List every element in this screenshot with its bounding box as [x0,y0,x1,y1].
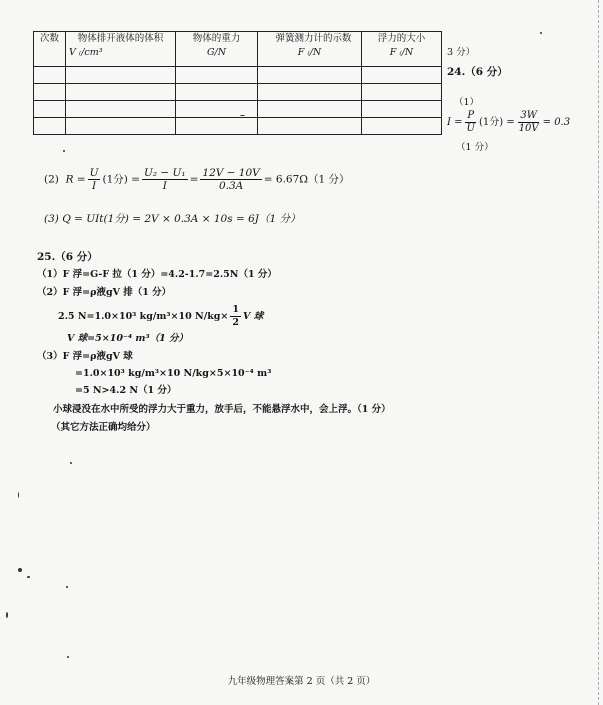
table-header-cell: 次数 [34,32,66,67]
q24-part3-formula: (3) Q = UIt(1分) = 2V × 0.3A × 10s = 6J（1 分） [44,213,301,225]
table-cell [66,101,176,118]
page-edge [597,0,599,705]
scan-speck [66,586,68,588]
table-cell [34,84,66,101]
table-row [34,101,442,118]
table-cell [258,118,362,135]
q25-line-8: 小球浸没在水中所受的浮力大于重力，放手后，不能悬浮水中，会上浮。（1 分） [53,404,391,415]
scan-speck [67,656,69,658]
scan-speck [70,462,72,464]
q25-line-7: =5 N>4.2 N（1 分） [75,385,177,396]
q24-part1-formula: I = $\frac{P}{U}$ (1分) = $\frac{3W}{10V}$ = 0.3 [447,110,571,134]
table-cell [176,67,258,84]
scan-speck [540,32,542,34]
table-cell [176,84,258,101]
scan-speck [18,568,22,572]
q25-line-1: （1）F 浮=G-F 拉（1 分）=4.2-1.7=2.5N（1 分） [37,269,277,280]
table-cell [362,84,442,101]
table-row [34,67,442,84]
table-cell [34,118,66,135]
q24-part1-label: （1） [454,97,480,108]
table-cell [34,67,66,84]
experiment-data-table [33,31,442,135]
table-cell [66,118,176,135]
q23-score-tail: 3 分） [447,47,476,58]
q24-part2-formula: (2) R = $\frac{U}{I}$ (1分) = $\frac{\text{U₂ − U₁}}{I}$ = $\frac{12V - 10V}{0.3A}$ = 6.67Ω（1 分） [44,167,350,192]
q24-part1-score: （1 分） [456,142,494,153]
table-cell [362,67,442,84]
scan-speck [63,150,65,152]
table-cell [176,118,258,135]
table-cell [34,101,66,118]
q25-line-6: =1.0×10³ kg/m³×10 N/kg×5×10⁻⁴ m³ [75,368,272,379]
scan-speck [27,576,30,578]
table-header-cell: 浮力的大小 F ₍/N [362,32,442,67]
table-header-row [34,32,442,67]
table-cell [258,67,362,84]
table-header-cell: 物体排开液体的体积 V ₍/cm³ [66,32,176,67]
table-header-cell: 弹簧测力计的示数 F ₍/N [258,32,362,67]
table-cell [258,101,362,118]
scan-speck [18,492,19,498]
table-header-cell: 物体的重力 G/N [176,32,258,67]
q24-title: 24.（6 分） [447,66,508,78]
q25-line-9: （其它方法正确均给分） [51,422,156,433]
table-row [34,84,442,101]
table-cell [362,118,442,135]
scan-speck [240,115,245,116]
table-cell [66,67,176,84]
q25-line-2: （2）F 浮=ρ液gV 排（1 分） [37,287,172,298]
scan-speck [6,612,8,618]
table-cell [362,101,442,118]
page-footer: 九年级物理答案第 2 页（共 2 页） [227,676,376,687]
table-cell [258,84,362,101]
q25-line-5: （3）F 浮=ρ液gV 球 [37,351,133,362]
q25-title: 25.（6 分） [37,251,98,263]
q25-line-4: V 球=5×10⁻⁴ m³（1 分） [67,333,189,344]
table-cell [176,101,258,118]
table-row [34,118,442,135]
table-cell [66,84,176,101]
q25-line-3: 2.5 N=1.0×10³ kg/m³×10 N/kg× $\frac{1}{2}$ V 球 [58,304,264,328]
